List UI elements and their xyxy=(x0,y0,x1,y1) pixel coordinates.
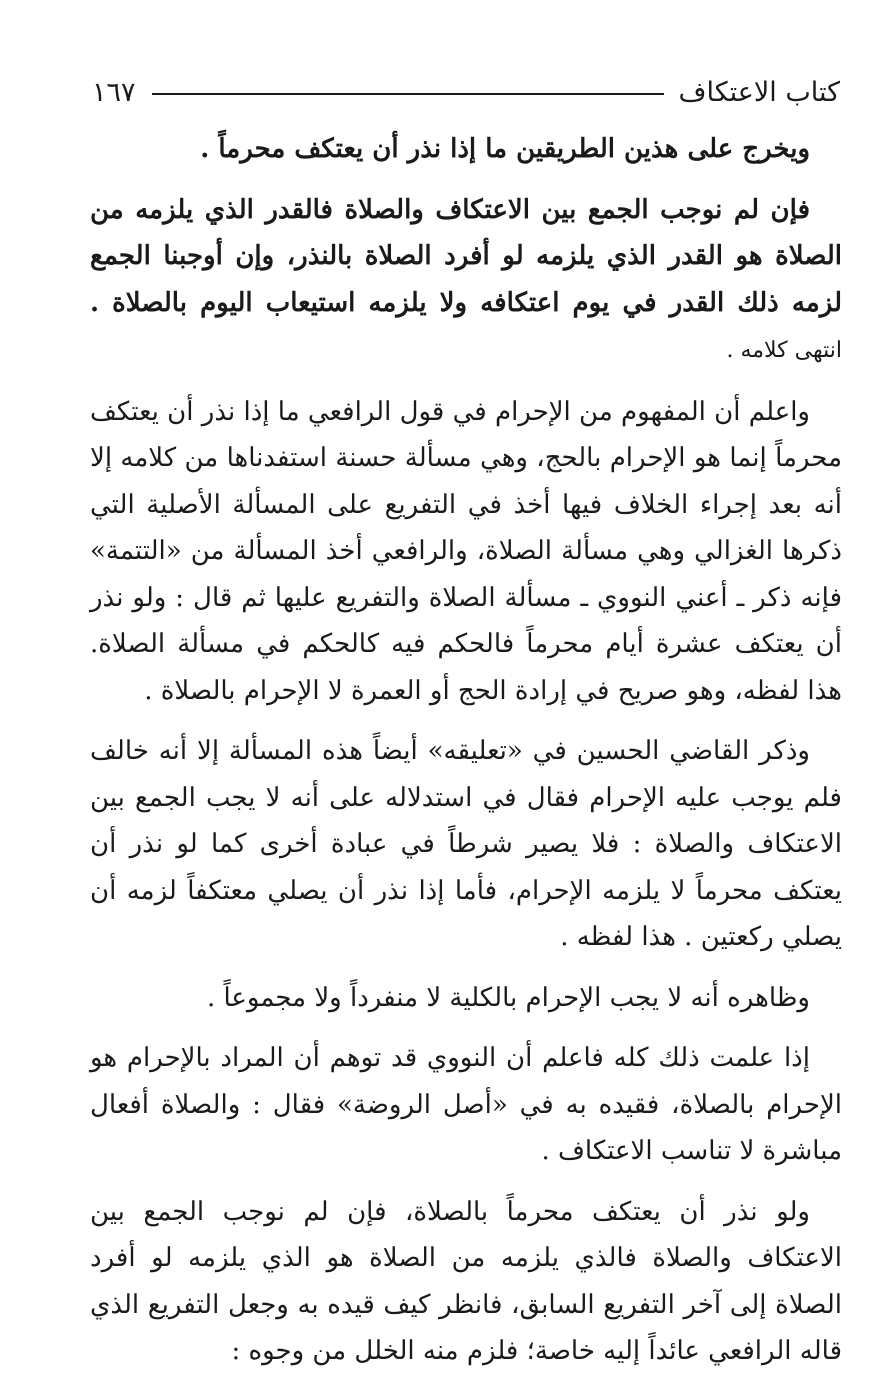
paragraph-6 xyxy=(90,1035,842,1175)
header-book-title: كتاب الاعتكاف xyxy=(678,76,840,108)
paragraph-2-tail: انتهى كلامه . xyxy=(726,338,842,363)
paragraph-5-text: وظاهره أنه لا يجب الإحرام بالكلية لا منفرداً ولا مجموعاً . xyxy=(206,982,810,1013)
paragraph-5 xyxy=(90,975,842,1022)
page-body xyxy=(90,126,842,1389)
paragraph-2-text: فإن لم نوجب الجمع بين الاعتكاف والصلاة فالقدر الذي يلزمه من الصلاة هو القدر الذي يلزمه لو أفرد الصلاة بالنذر، وإن أوجبنا الجمع لزمه ذلك القدر في يوم اعتكافه ولا يلزمه استيعاب اليوم بالصلاة . xyxy=(90,194,842,318)
running-header xyxy=(92,72,840,112)
paragraph-1-text: ويخرج على هذين الطريقين ما إذا نذر أن يعتكف محرماً . xyxy=(200,134,810,164)
paragraph-2 xyxy=(90,187,842,375)
paragraph-4 xyxy=(90,728,842,961)
page-number: ١٦٧ xyxy=(92,76,136,108)
paragraph-7 xyxy=(90,1189,842,1375)
paragraph-1 xyxy=(90,126,842,173)
paragraph-3-text: واعلم أن المفهوم من الإحرام في قول الرافعي ما إذا نذر أن يعتكف محرماً إنما هو الإحرام بالحج، وهي مسألة حسنة استفدناها من كلامه إلا أنه بعد إجراء الخلاف فيها أخذ في التفريع على المسألة الأصلية التي ذكرها الغزالي وهي مسألة الصلاة، والرافعي أخذ المسألة من «التتمة» فإنه ذكر ـ أعني النووي ـ مسألة الصلاة والتفريع عليها ثم قال : ولو نذر أن يعتكف عشرة أيام محرماً فالحكم فيه كالحكم في مسألة الصلاة. هذا لفظه، وهو صريح في إرادة الحج أو العمرة لا الإحرام بالصلاة . xyxy=(90,396,842,706)
header-rule xyxy=(152,93,665,95)
paragraph-7-text: ولو نذر أن يعتكف محرماً بالصلاة، فإن لم نوجب الجمع بين الاعتكاف والصلاة فالذي يلزمه من الصلاة هو الذي يلزمه لو أفرد الصلاة إلى آخر التفريع السابق، فانظر كيف قيده به وجعل التفريع الذي قاله الرافعي عائداً إليه خاصة؛ فلزم منه الخلل من وجوه : xyxy=(90,1196,842,1366)
paragraph-6-text: إذا علمت ذلك كله فاعلم أن النووي قد توهم أن المراد بالإحرام هو الإحرام بالصلاة، فقيده به في «أصل الروضة» فقال : والصلاة أفعال مباشرة لا تناسب الاعتكاف . xyxy=(90,1043,842,1166)
paragraph-4-text: وذكر القاضي الحسين في «تعليقه» أيضاً هذه المسألة إلا أنه خالف فلم يوجب عليه الإحرام فقال في استدلاله على أنه لا يجب الجمع بين الاعتكاف والصلاة : فلا يصير شرطاً في عبادة أخرى كما لو نذر أن يعتكف محرماً لا يلزمه الإحرام، فأما إذا نذر أن يصلي معتكفاً لزمه أن يصلي ركعتين . هذا لفظه . xyxy=(90,736,842,952)
paragraph-3 xyxy=(90,389,842,715)
